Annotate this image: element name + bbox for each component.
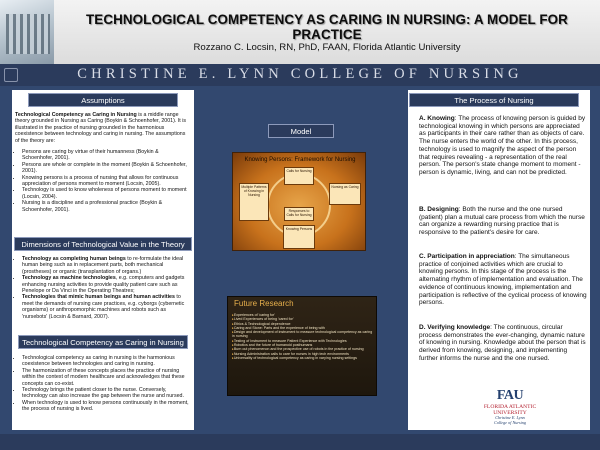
future-research-heading: Future Research: [234, 299, 294, 308]
fau-logo: [468, 388, 552, 430]
college-band: [0, 64, 600, 86]
list-item: • Nursing is a discipline and a professional practice (Boykin & Schoenhofer, 2001).: [22, 200, 191, 213]
model-box-patterns: Multiple Patterns of Knowing in Nursing: [239, 183, 269, 221]
assumptions-list: [15, 149, 191, 213]
list-item: • Technology as machine technologies, e.g. computers and gadgets enhancing nursing activities to provide quality patient care such as Penelope or Da Vinci in the Operating Theatres;: [22, 275, 192, 294]
list-item: ▸ Nursing Administration calls to care for nurses in high tech environments: [232, 352, 376, 356]
campus-building-photo: [0, 0, 54, 64]
college-name: CHRISTINE E. LYNN COLLEGE OF NURSING: [77, 66, 523, 82]
model-figure-title: Knowing Persons: Framework for Nursing: [244, 157, 356, 163]
poster-title: TECHNOLOGICAL COMPETENCY AS CARING IN NURSING: A MODEL FOR PRACTICE: [86, 12, 568, 42]
list-item: • Persons are whole or complete in the moment (Boykin & Schoenhofer, 2001).: [22, 162, 191, 175]
fau-logo-sub2: College of Nursing: [494, 419, 526, 425]
model-diagram: [232, 152, 366, 251]
model-box-response: Responses to Calls for Nursing: [284, 207, 314, 221]
dimensions-list: [15, 256, 192, 320]
future-research-panel: [227, 296, 377, 396]
assumptions-intro-text: is a middle range theory grounded in Nursing as Caring (Boykin & Schoenhofer, 2001). It is illustrated in the practice of nursing grounded in the harmonious coexistence between technology and caring in nursing. The assumptions of the theory are:: [15, 112, 187, 144]
poster-footer: [0, 434, 600, 450]
list-item: ▸ Lived Experiences of being 'cared for': [232, 317, 376, 321]
list-item: • The harmonization of these concepts places the practice of nursing within the context of modern healthcare and acknowledges that these concepts can co-exist.: [22, 368, 192, 387]
list-item: • Technologies that mimic human beings and human activities to meet the demands of nursing care practices, e.g. cyborgs (cybernetic organisms) or anthropomorphic machines and robots such as 'nursebots' (Locsin & Barnard, 2007).: [22, 294, 192, 320]
competency-heading: Technological Competency as Caring in Nursing: [18, 335, 188, 349]
model-box-knowing: Knowing Persons: [283, 225, 315, 249]
list-item: ▸ Experiences of 'caring for': [232, 313, 376, 317]
list-item: • Technological competency as caring in nursing is the harmonious coexistence between technologies and caring in nursing.: [22, 355, 192, 368]
list-item: • Technology brings the patient closer to the nurse. Conversely, technology can also increase the gap between the nurse and nursed.: [22, 387, 192, 400]
process-participation: C. Participation in appreciation: The simultaneous practice of conjoined activities which are crucial to knowing persons. In this stage of the process is the alternating rhythm of implementation and evaluation. The evidence of continuous knowing, implementation and participation is reflective of the cyclical process of knowing persons.: [419, 253, 587, 307]
fau-logo-mark: FAU: [496, 388, 524, 403]
list-item: • Knowing persons is a process of nursing that allows for continuous appreciation of persons moment to moment (Locsin, 2005).: [22, 175, 191, 188]
fau-logo-sub1: Christine E. Lynn: [495, 415, 525, 420]
process-knowing: A. Knowing: The process of knowing person is guided by technological knowing in which persons are appreciated as participants in their care rather than as objects of care. The nurse enters the world of the other. In this process, technology is used to magnify the aspect of the person that requires revealing - a representation of the real person. The person's state change moment to moment - person is dynamic, living, and can not be predicted.: [419, 115, 586, 176]
model-heading: Model: [268, 124, 334, 138]
assumptions-intro-bold: Technological Competency as Caring in Nursing: [15, 112, 137, 118]
list-item: ▸ Caring and Stone: Parts and the experience of being with: [232, 326, 376, 330]
list-item: ▸ Robotics and the future of humanoid posthumans: [232, 343, 376, 347]
list-item: ▸ Ethics & Technological dependence: [232, 322, 376, 326]
list-item: ▸ Testing of Instrument to measure Patient Experience with Technologies: [232, 339, 376, 343]
list-item: ▸ Burn out phenomenon and the prospective use of robots in the practice of nursing: [232, 347, 376, 351]
poster-header: [0, 0, 600, 64]
dimensions-heading: Dimensions of Technological Value in the Theory: [14, 237, 192, 251]
model-box-nursing: Nursing as Caring: [329, 183, 361, 205]
fau-logo-name: FLORIDA ATLANTIC UNIVERSITY: [483, 404, 537, 416]
list-item: • Persons are caring by virtue of their humanness (Boykin & Schoenhofer, 2001).: [22, 149, 191, 162]
list-item: • Technology is used to know wholeness of persons moment to moment (Locsin, 2004).: [22, 187, 191, 200]
list-item: ▸ Design and development of instrument to measure technological competency as caring in nursing: [232, 330, 376, 339]
process-heading: The Process of Nursing: [409, 93, 579, 107]
future-research-list: [232, 313, 376, 360]
process-designing: B. Designing: Both the nurse and the one nursed (patient) plan a mutual care process from which the nurse can organize a rewarding nursing practice that is responsive to the patient's desire for care.: [419, 206, 585, 237]
list-item: ▸ Universality of technological competency as caring in varying nursing settings: [232, 356, 376, 360]
assumptions-intro: [15, 112, 191, 144]
competency-list: [15, 355, 192, 413]
list-item: • When technology is used to know persons continuously in the moment, the process of nursing is lived.: [22, 400, 192, 413]
author-byline: Rozzano C. Locsin, RN, PhD, FAAN, Florida Atlantic University: [193, 42, 461, 53]
process-verifying: D. Verifying knowledge: The continuous, circular process demonstrates the ever-changing, dynamic nature of knowing in nursing. Knowledge about the person that is derived from knowing, designing, and implementing further informs the nurse and the one nursed.: [419, 324, 586, 362]
model-box-calls: Calls for Nursing: [284, 167, 314, 185]
list-item: • Technology as completing human beings to re-formulate the ideal human being such as in replacement parts, both mechanical (prostheses) or organic (transplantation of organs.): [22, 256, 192, 275]
assumptions-heading: Assumptions: [28, 93, 178, 107]
